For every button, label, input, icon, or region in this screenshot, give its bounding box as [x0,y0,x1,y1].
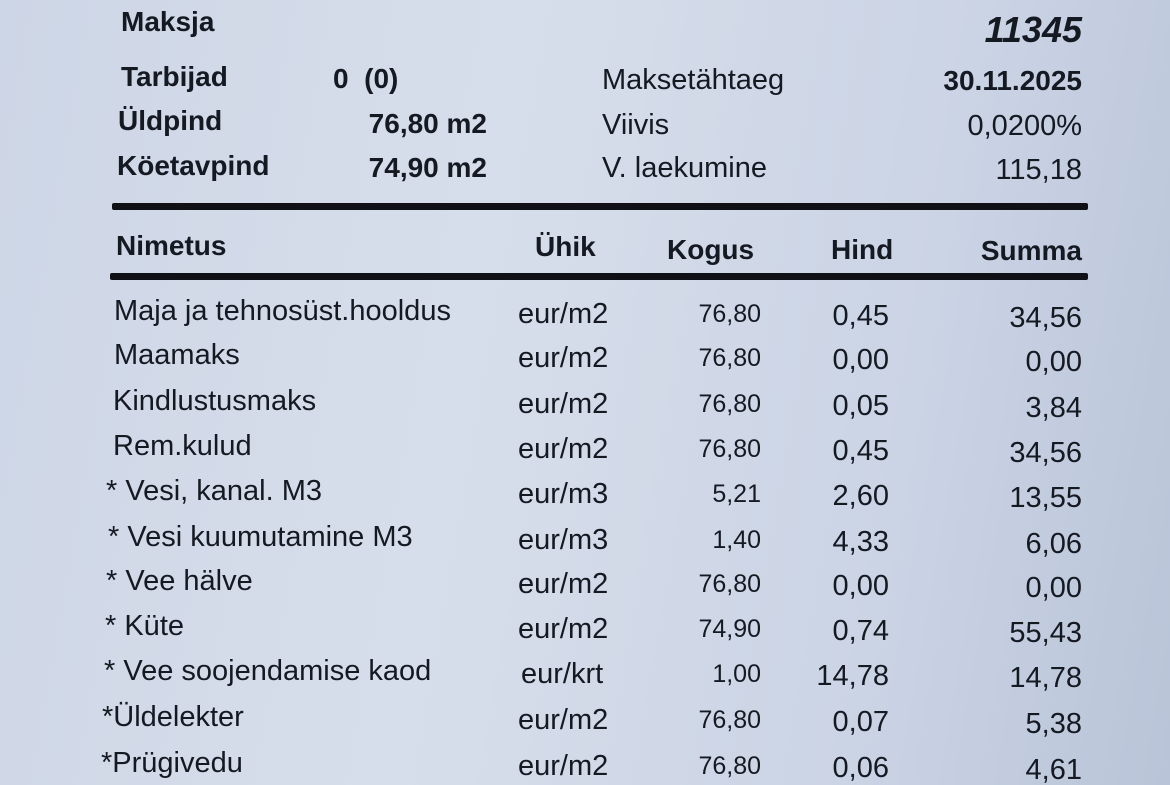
row-nimetus: Maamaks [114,339,240,371]
row-uhik: eur/m2 [518,388,609,420]
row-kogus: 5,21 [712,480,761,508]
row-nimetus: *Prügivedu [101,747,243,779]
row-kogus: 76,80 [698,570,761,598]
row-hind: 0,74 [832,615,889,647]
row-summa: 5,38 [1025,708,1082,740]
column-header-kogus: Kogus [667,234,755,265]
row-nimetus: * Vee soojendamise kaod [104,655,432,687]
row-hind: 0,05 [832,390,889,422]
row-nimetus: Kindlustusmaks [113,385,317,417]
row-uhik: eur/m2 [518,704,609,736]
column-header-hind: Hind [831,234,894,265]
koetavpind-value: 74,90 m2 [368,152,487,183]
row-uhik: eur/m2 [518,342,609,374]
laekumine-label: V. laekumine [602,152,767,184]
row-summa: 0,00 [1025,572,1082,604]
koetavpind-label: Köetavpind [117,150,270,181]
viivis-value: 0,0200% [967,110,1082,142]
row-summa: 3,84 [1025,392,1082,424]
row-summa: 0,00 [1025,346,1082,378]
row-summa: 34,56 [1009,437,1082,469]
row-hind: 0,00 [832,344,889,376]
row-kogus: 76,80 [698,706,761,734]
row-nimetus: * Vesi, kanal. M3 [106,475,322,507]
row-nimetus: Maja ja tehnosüst.hooldus [114,295,451,327]
row-kogus: 74,90 [698,615,761,643]
row-kogus: 76,80 [698,300,761,328]
row-kogus: 76,80 [698,435,761,463]
laekumine-value: 115,18 [995,154,1082,186]
uldpind-label: Üldpind [118,105,223,136]
row-hind: 2,60 [832,480,889,512]
row-nimetus: * Vesi kuumutamine M3 [108,521,413,553]
row-hind: 0,45 [832,300,889,332]
row-uhik: eur/m2 [518,750,609,782]
invoice-number: 11345 [984,9,1082,50]
row-summa: 4,61 [1025,754,1082,785]
row-nimetus: Rem.kulud [113,430,252,462]
tarbijad-value: 0 (0) [333,63,399,94]
row-uhik: eur/m2 [518,613,609,645]
row-uhik: eur/m3 [518,524,609,556]
row-kogus: 1,00 [712,660,761,688]
row-uhik: eur/krt [521,658,604,690]
row-uhik: eur/m2 [518,568,609,600]
table-top-rule [112,203,1088,210]
maksetahtaeg-value: 30.11.2025 [943,65,1082,96]
row-kogus: 76,80 [698,344,761,372]
row-summa: 14,78 [1009,662,1082,694]
row-nimetus: *Üldelekter [102,701,244,733]
uldpind-value: 76,80 m2 [368,108,487,139]
row-hind: 0,07 [832,706,889,738]
row-kogus: 76,80 [698,752,761,780]
row-hind: 4,33 [832,526,889,558]
column-header-summa: Summa [980,235,1082,266]
row-summa: 34,56 [1009,302,1082,334]
row-uhik: eur/m2 [518,433,609,465]
maksja-label: Maksja [121,6,215,37]
row-kogus: 1,40 [712,526,761,554]
maksetahtaeg-label: Maksetähtaeg [602,64,785,96]
row-nimetus: * Küte [105,610,184,642]
row-hind: 0,45 [832,435,889,467]
row-summa: 6,06 [1025,528,1082,560]
row-nimetus: * Vee hälve [106,565,253,597]
column-header-nimetus: Nimetus [116,230,227,261]
row-kogus: 76,80 [698,390,761,418]
row-uhik: eur/m3 [518,478,609,510]
viivis-label: Viivis [602,109,670,141]
row-hind: 14,78 [816,660,889,692]
row-hind: 0,00 [832,570,889,602]
row-summa: 55,43 [1009,617,1082,649]
row-uhik: eur/m2 [518,298,609,330]
tarbijad-label: Tarbijad [121,61,228,92]
row-summa: 13,55 [1009,482,1082,514]
row-hind: 0,06 [832,752,889,784]
column-header-uhik: Ühik [535,231,596,262]
table-header-rule [110,273,1088,280]
